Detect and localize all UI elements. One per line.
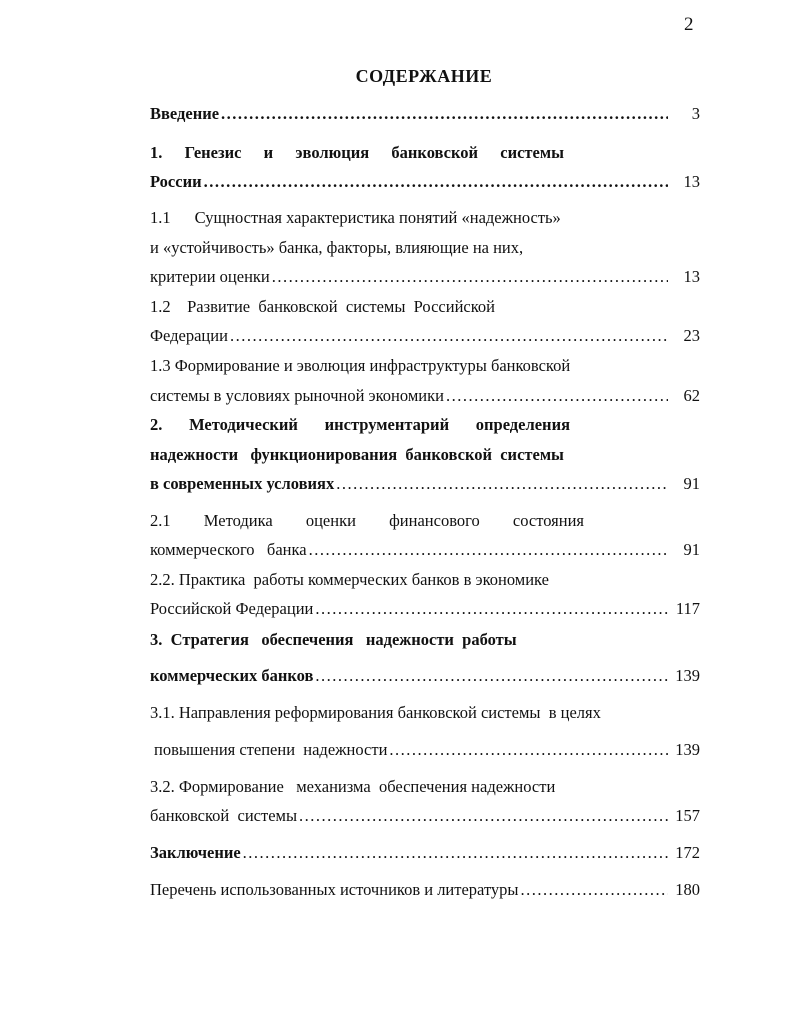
section-number: 2.1	[150, 511, 171, 530]
dot-leader	[446, 386, 668, 406]
dot-leader	[272, 267, 668, 287]
dot-leader	[243, 843, 668, 863]
heading-word: оценки	[305, 511, 356, 530]
chapter-number: 1.	[150, 143, 163, 162]
toc-entry-label: системы в условиях рыночной экономики	[150, 386, 444, 405]
toc-entry-section-1-2[interactable]	[150, 326, 700, 346]
toc-page-number: 13	[683, 172, 700, 191]
toc-entry-introduction[interactable]	[150, 104, 700, 124]
toc-entry-conclusion[interactable]	[150, 843, 700, 863]
heading-word: эволюция	[295, 143, 370, 162]
toc-section-1-1-line2: и «устойчивость» банка, факторы, влияющие на них,	[150, 238, 524, 257]
toc-entry-section-1-1[interactable]	[150, 267, 700, 287]
dot-leader	[315, 599, 668, 619]
heading-word: и	[263, 143, 274, 162]
toc-chapter-2-line2: надежности функционирования банковской системы	[150, 445, 564, 464]
toc-page-number: 62	[683, 386, 700, 405]
toc-page-number: 23	[683, 326, 700, 345]
heading-word: состояния	[512, 511, 584, 530]
heading-word: Методический	[189, 415, 298, 434]
toc-page-number: 139	[675, 740, 700, 759]
page-number: 2	[684, 14, 694, 35]
toc-entry-label: Российской Федерации	[150, 599, 314, 618]
dot-leader	[315, 666, 668, 686]
dot-leader	[299, 806, 668, 826]
heading-word: Методика	[203, 511, 273, 530]
toc-section-1-3-line1: 1.3 Формирование и эволюция инфраструктуры банковской	[150, 356, 571, 375]
toc-entry-label: повышения степени надежности	[154, 740, 388, 759]
toc-entry-label: критерии оценки	[150, 267, 270, 286]
toc-page-number: 91	[683, 540, 700, 559]
toc-page-number: 180	[675, 880, 700, 899]
toc-page-number: 157	[675, 806, 700, 825]
section-number: 1.1	[150, 208, 171, 227]
toc-section-3-2-line1: 3.2. Формирование механизма обеспечения надежности	[150, 777, 556, 796]
toc-entry-label: коммерческих банков	[150, 666, 314, 685]
heading-word: системы	[500, 143, 564, 162]
heading-word: определения	[475, 415, 570, 434]
heading-word: Генезис	[184, 143, 242, 162]
toc-entry-section-3-1[interactable]	[154, 740, 700, 760]
dot-leader	[204, 172, 668, 192]
toc-page-number: 91	[683, 474, 700, 493]
toc-entry-label: Введение	[150, 104, 220, 123]
toc-entry-sources[interactable]	[150, 880, 700, 900]
toc-page-number: 13	[683, 267, 700, 286]
chapter-number: 2.	[150, 415, 163, 434]
toc-chapter-1-heading	[150, 143, 564, 163]
toc-page-number: 3	[691, 104, 700, 123]
heading-word: инструментарий	[324, 415, 450, 434]
toc-entry-chapter-2[interactable]	[150, 474, 700, 494]
toc-entry-chapter-3[interactable]	[150, 666, 700, 686]
page-title: СОДЕРЖАНИЕ	[355, 66, 493, 86]
toc-entry-label: Перечень использованных источников и литературы	[150, 880, 519, 899]
toc-chapter-2-heading	[150, 415, 570, 435]
toc-page-number: 139	[675, 666, 700, 685]
dot-leader	[230, 326, 668, 346]
dot-leader	[221, 104, 668, 124]
heading-word: банковской	[391, 143, 479, 162]
toc-page-number: 172	[675, 843, 700, 862]
toc-section-2-1-line1	[150, 511, 584, 531]
section-title-text: Сущностная характеристика понятий «надежность»	[194, 208, 561, 227]
toc-entry-section-2-2[interactable]	[150, 599, 700, 619]
toc-entry-label: Заключение	[150, 843, 241, 862]
toc-entry-section-3-2[interactable]	[150, 806, 700, 826]
toc-entry-section-2-1[interactable]	[150, 540, 700, 560]
toc-section-2-2-line1: 2.2. Практика работы коммерческих банков в экономике	[150, 570, 549, 589]
toc-page-number: 117	[675, 599, 700, 618]
toc-chapter-3-heading: 3. Стратегия обеспечения надежности работы	[150, 630, 517, 649]
toc-entry-label: коммерческого банка	[150, 540, 307, 559]
toc-entry-label: России	[150, 172, 202, 191]
dot-leader	[389, 740, 668, 760]
heading-word: финансового	[389, 511, 480, 530]
toc-section-1-1-line1	[150, 208, 561, 228]
toc-section-3-1-line1: 3.1. Направления реформирования банковской системы в целях	[150, 703, 601, 722]
toc-section-1-2-line1: 1.2 Развитие банковской системы Российской	[150, 297, 495, 316]
toc-entry-section-1-3[interactable]	[150, 386, 700, 406]
dot-leader	[309, 540, 668, 560]
dot-leader	[521, 880, 668, 900]
toc-entry-label: Федерации	[150, 326, 228, 345]
toc-entry-chapter-1[interactable]	[150, 172, 700, 192]
toc-entry-label: в современных условиях	[150, 474, 335, 493]
toc-entry-label: банковской системы	[150, 806, 298, 825]
dot-leader	[336, 474, 668, 494]
